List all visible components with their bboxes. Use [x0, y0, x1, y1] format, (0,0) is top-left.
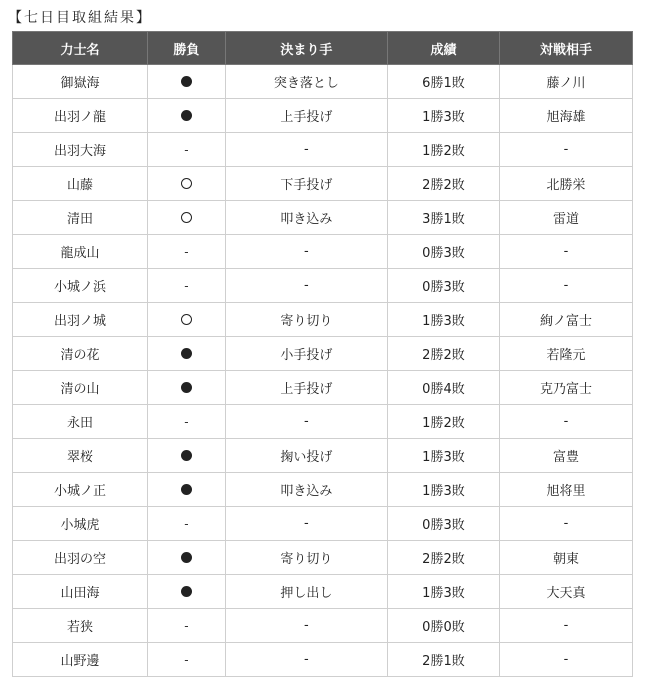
- opponent-cell: -: [499, 133, 632, 167]
- kimarite-cell: -: [225, 235, 387, 269]
- record-cell: 1勝3敗: [388, 575, 500, 609]
- result-cell: [148, 65, 226, 99]
- record-cell: 1勝3敗: [388, 473, 500, 507]
- kimarite-cell: -: [225, 133, 387, 167]
- wrestler-name-cell: 小城虎: [13, 507, 148, 541]
- column-header-opponent: 対戦相手: [499, 32, 632, 65]
- wrestler-name-cell: 出羽大海: [13, 133, 148, 167]
- table-row: [13, 575, 633, 609]
- no-bout-dash: -: [184, 278, 189, 293]
- record-cell: 2勝1敗: [388, 643, 500, 677]
- black-circle-icon: [181, 586, 192, 597]
- opponent-cell: 富豊: [499, 439, 632, 473]
- wrestler-name-cell: 御嶽海: [13, 65, 148, 99]
- result-cell: [148, 575, 226, 609]
- kimarite-cell: 上手投げ: [225, 99, 387, 133]
- column-header-result: 勝負: [148, 32, 226, 65]
- result-cell: [148, 337, 226, 371]
- record-cell: 0勝3敗: [388, 269, 500, 303]
- black-circle-icon: [181, 110, 192, 121]
- table-row: [13, 303, 633, 337]
- kimarite-cell: 押し出し: [225, 575, 387, 609]
- opponent-cell: 朝東: [499, 541, 632, 575]
- wrestler-name-cell: 山藤: [13, 167, 148, 201]
- no-bout-dash: -: [184, 652, 189, 667]
- kimarite-cell: -: [225, 269, 387, 303]
- record-cell: 1勝2敗: [388, 133, 500, 167]
- no-bout-dash: -: [184, 142, 189, 157]
- kimarite-cell: 上手投げ: [225, 371, 387, 405]
- kimarite-cell: 掬い投げ: [225, 439, 387, 473]
- opponent-cell: -: [499, 507, 632, 541]
- result-cell: [148, 235, 226, 269]
- opponent-cell: 雷道: [499, 201, 632, 235]
- table-row: [13, 473, 633, 507]
- wrestler-name-cell: 出羽の空: [13, 541, 148, 575]
- opponent-cell: 若隆元: [499, 337, 632, 371]
- black-circle-icon: [181, 484, 192, 495]
- table-row: [13, 65, 633, 99]
- opponent-cell: -: [499, 609, 632, 643]
- black-circle-icon: [181, 552, 192, 563]
- kimarite-cell: 寄り切り: [225, 541, 387, 575]
- opponent-cell: 北勝栄: [499, 167, 632, 201]
- wrestler-name-cell: 清の花: [13, 337, 148, 371]
- record-cell: 2勝2敗: [388, 337, 500, 371]
- record-cell: 6勝1敗: [388, 65, 500, 99]
- result-cell: [148, 167, 226, 201]
- opponent-cell: 旭海雄: [499, 99, 632, 133]
- white-circle-icon: [181, 314, 192, 325]
- wrestler-name-cell: 翠桜: [13, 439, 148, 473]
- table-row: [13, 337, 633, 371]
- no-bout-dash: -: [184, 244, 189, 259]
- opponent-cell: 旭将里: [499, 473, 632, 507]
- record-cell: 1勝3敗: [388, 303, 500, 337]
- black-circle-icon: [181, 450, 192, 461]
- kimarite-cell: -: [225, 507, 387, 541]
- result-cell: [148, 609, 226, 643]
- wrestler-name-cell: 出羽ノ城: [13, 303, 148, 337]
- record-cell: 0勝3敗: [388, 235, 500, 269]
- kimarite-cell: 寄り切り: [225, 303, 387, 337]
- kimarite-cell: -: [225, 643, 387, 677]
- black-circle-icon: [181, 76, 192, 87]
- kimarite-cell: 下手投げ: [225, 167, 387, 201]
- no-bout-dash: -: [184, 618, 189, 633]
- white-circle-icon: [181, 178, 192, 189]
- table-row: [13, 133, 633, 167]
- result-cell: [148, 473, 226, 507]
- record-cell: 0勝3敗: [388, 507, 500, 541]
- table-row: [13, 371, 633, 405]
- result-cell: [148, 269, 226, 303]
- table-body: [13, 65, 633, 677]
- kimarite-cell: 小手投げ: [225, 337, 387, 371]
- wrestler-name-cell: 山野邊: [13, 643, 148, 677]
- kimarite-cell: 突き落とし: [225, 65, 387, 99]
- table-row: [13, 439, 633, 473]
- opponent-cell: -: [499, 643, 632, 677]
- column-header-record: 成績: [388, 32, 500, 65]
- table-row: [13, 235, 633, 269]
- wrestler-name-cell: 小城ノ浜: [13, 269, 148, 303]
- page-title: 【七日目取組結果】: [8, 10, 152, 26]
- opponent-cell: 藤ノ川: [499, 65, 632, 99]
- result-cell: [148, 541, 226, 575]
- table-row: [13, 609, 633, 643]
- result-cell: [148, 133, 226, 167]
- record-cell: 0勝0敗: [388, 609, 500, 643]
- table-row: [13, 643, 633, 677]
- result-cell: [148, 439, 226, 473]
- result-cell: [148, 371, 226, 405]
- opponent-cell: 大天真: [499, 575, 632, 609]
- wrestler-name-cell: 若狭: [13, 609, 148, 643]
- result-cell: [148, 201, 226, 235]
- opponent-cell: -: [499, 405, 632, 439]
- column-header-wrestler: 力士名: [13, 32, 148, 65]
- table-row: [13, 269, 633, 303]
- no-bout-dash: -: [184, 414, 189, 429]
- opponent-cell: 克乃富士: [499, 371, 632, 405]
- result-cell: [148, 303, 226, 337]
- table-row: [13, 201, 633, 235]
- bout-results-table: [12, 31, 633, 677]
- table-row: [13, 507, 633, 541]
- wrestler-name-cell: 永田: [13, 405, 148, 439]
- kimarite-cell: 叩き込み: [225, 201, 387, 235]
- record-cell: 1勝3敗: [388, 99, 500, 133]
- kimarite-cell: 叩き込み: [225, 473, 387, 507]
- table-header-row: [13, 32, 633, 65]
- no-bout-dash: -: [184, 516, 189, 531]
- wrestler-name-cell: 龍成山: [13, 235, 148, 269]
- record-cell: 3勝1敗: [388, 201, 500, 235]
- result-cell: [148, 643, 226, 677]
- result-cell: [148, 507, 226, 541]
- table-row: [13, 99, 633, 133]
- opponent-cell: 絢ノ富士: [499, 303, 632, 337]
- record-cell: 2勝2敗: [388, 167, 500, 201]
- record-cell: 1勝2敗: [388, 405, 500, 439]
- record-cell: 0勝4敗: [388, 371, 500, 405]
- result-cell: [148, 99, 226, 133]
- table-row: [13, 405, 633, 439]
- kimarite-cell: -: [225, 609, 387, 643]
- white-circle-icon: [181, 212, 192, 223]
- column-header-kimarite: 決まり手: [225, 32, 387, 65]
- table-row: [13, 167, 633, 201]
- wrestler-name-cell: 山田海: [13, 575, 148, 609]
- table-row: [13, 541, 633, 575]
- wrestler-name-cell: 小城ノ正: [13, 473, 148, 507]
- opponent-cell: -: [499, 269, 632, 303]
- wrestler-name-cell: 清田: [13, 201, 148, 235]
- result-cell: [148, 405, 226, 439]
- opponent-cell: -: [499, 235, 632, 269]
- wrestler-name-cell: 出羽ノ龍: [13, 99, 148, 133]
- black-circle-icon: [181, 382, 192, 393]
- record-cell: 2勝2敗: [388, 541, 500, 575]
- kimarite-cell: -: [225, 405, 387, 439]
- wrestler-name-cell: 清の山: [13, 371, 148, 405]
- record-cell: 1勝3敗: [388, 439, 500, 473]
- black-circle-icon: [181, 348, 192, 359]
